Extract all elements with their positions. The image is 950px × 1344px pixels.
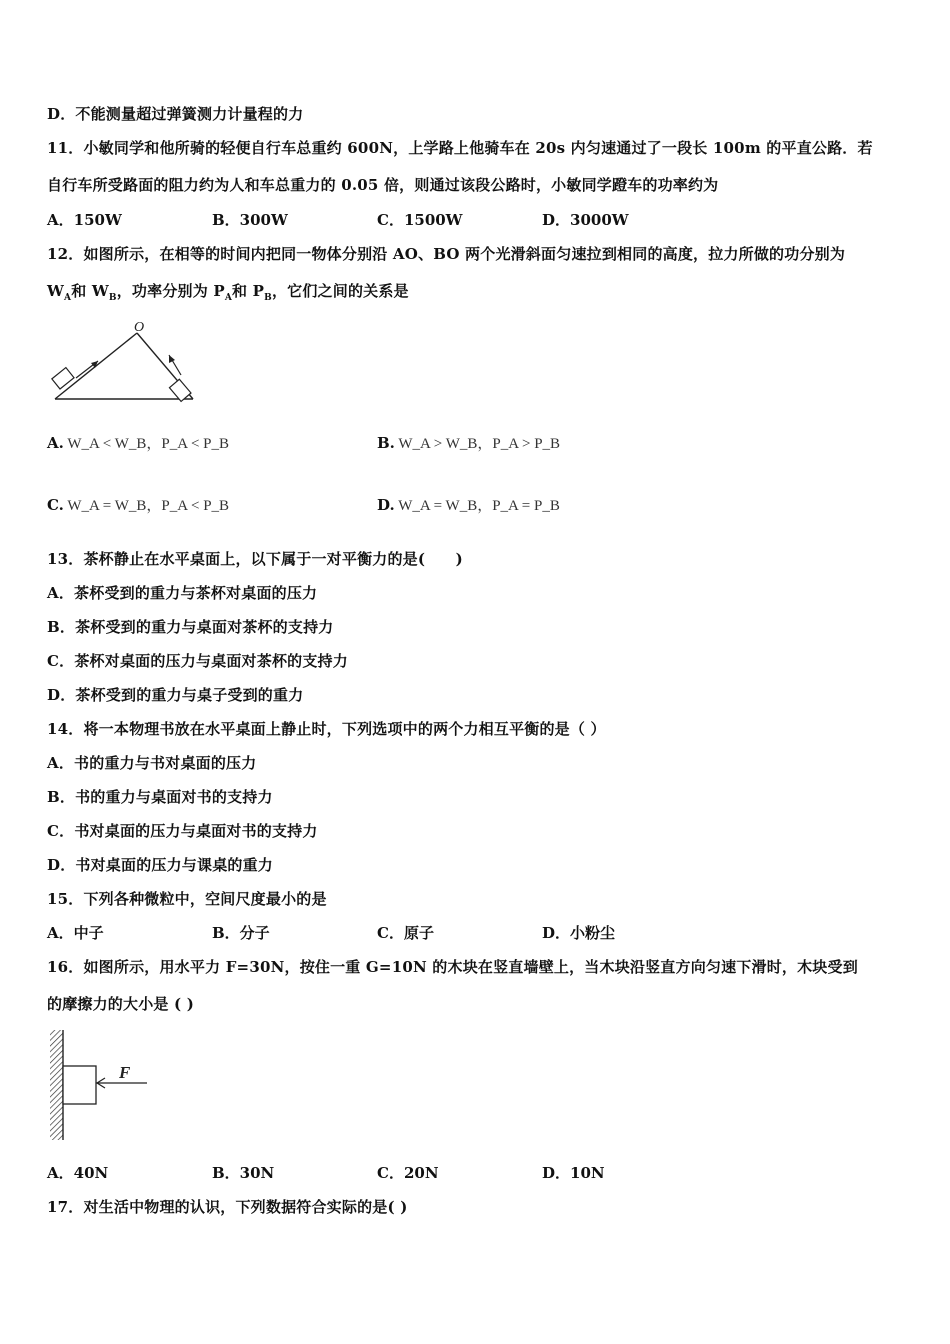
q15-stem: 15．下列各种微粒中，空间尺度最小的是 [47,890,327,908]
q15-option-a: A．中子 [47,924,104,942]
q14-stem: 14．将一本物理书放在水平桌面上静止时，下列选项中的两个力相互平衡的是（ ） [47,720,606,738]
q14-option-b: B．书的重力与桌面对书的支持力 [47,788,273,806]
q12-figure-label-o: O [134,320,145,335]
q14-option-c: C．书对桌面的压力与桌面对书的支持力 [47,822,318,840]
q12-option-a: A. W_A < W_B，P_A < P_B [47,434,230,452]
q16-option-a: A．40N [47,1164,109,1182]
q14-option-a: A．书的重力与书对桌面的压力 [47,754,257,772]
q16-option-c: C．20N [377,1164,439,1182]
q17-stem: 17．对生活中物理的认识，下列数据符合实际的是( ) [47,1198,408,1216]
q11-option-c: C．1500W [377,211,463,229]
q13-option-a: A．茶杯受到的重力与茶杯对桌面的压力 [47,584,318,602]
q10-option-d: D．不能测量超过弹簧测力计量程的力 [47,105,304,123]
q11-stem-line2: 自行车所受路面的阻力约为人和车总重力的 0.05 倍，则通过该段公路时，小敏同学蹬车的功率约为 [47,176,719,194]
q12-option-c: C. W_A = W_B，P_A < P_B [47,496,230,514]
q15-option-d: D．小粉尘 [542,924,616,942]
q13-option-b: B．茶杯受到的重力与桌面对茶杯的支持力 [47,618,334,636]
q14-option-d: D．书对桌面的压力与课桌的重力 [47,856,274,874]
q16-figure-label-f: F [119,1063,131,1082]
q11-option-a: A．150W [47,211,122,229]
q13-stem: 13．茶杯静止在水平桌面上，以下属于一对平衡力的是( ) [47,550,463,568]
q15-option-b: B．分子 [212,924,270,942]
q13-option-d: D．茶杯受到的重力与桌子受到的重力 [47,686,304,704]
q11-option-d: D．3000W [542,211,629,229]
q12-incline-figure [45,315,210,407]
q15-option-c: C．原子 [377,924,434,942]
q12-stem-line2: $W_A$和 $W_B$，功率分别为 $P_A$和 $P_B$，它们之间的关系是 [47,282,409,303]
q13-option-c: C．茶杯对桌面的压力与桌面对茶杯的支持力 [47,652,348,670]
q16-wall-block-figure [45,1028,155,1144]
q11-stem-line1: 11．小敏同学和他所骑的轻便自行车总重约 600N，上学路上他骑车在 20s 内匀速通过了一段长 100m 的平直公路．若 [47,139,873,157]
q12-stem-line1: 12．如图所示，在相等的时间内把同一物体分别沿 AO、BO 两个光滑斜面匀速拉到相同的高度，拉力所做的功分别为 [47,245,846,263]
q16-stem-line1: 16．如图所示，用水平力 F=30N，按住一重 G=10N 的木块在竖直墙壁上，当木块沿竖直方向匀速下滑时，木块受到 [47,958,858,976]
q16-stem-line2: 的摩擦力的大小是 ( ) [47,995,195,1013]
q12-option-d: D. W_A = W_B，P_A = P_B [377,496,560,514]
q11-option-b: B．300W [212,211,288,229]
q16-option-d: D．10N [542,1164,605,1182]
q12-option-b: B. W_A > W_B，P_A > P_B [377,434,561,452]
q16-option-b: B．30N [212,1164,275,1182]
